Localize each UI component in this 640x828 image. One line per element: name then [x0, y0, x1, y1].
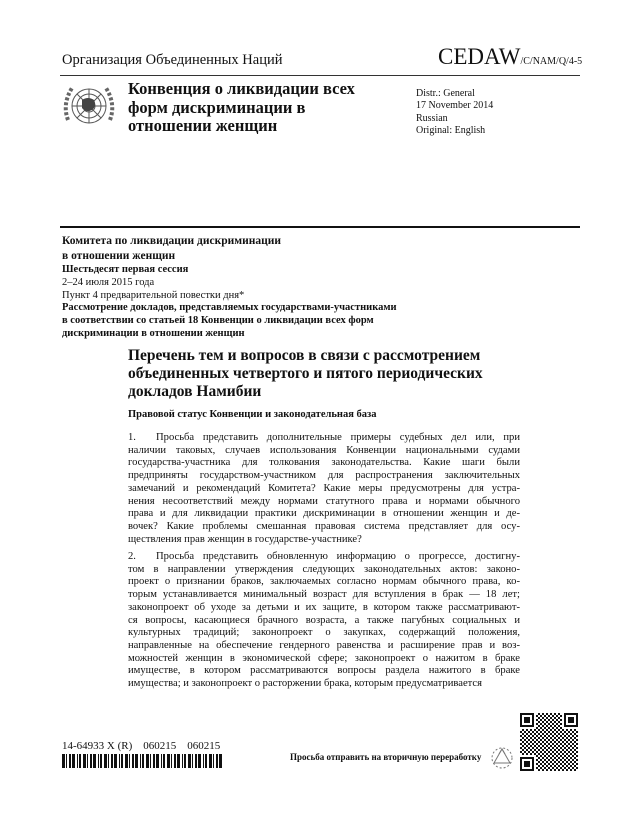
qr-code-icon [520, 712, 578, 772]
barcode-bar [79, 754, 81, 768]
session-dates: 2–24 июля 2015 года [62, 276, 155, 288]
barcode-bar [163, 754, 165, 768]
paragraph-line: торым устанавливается минимальный возраст для вступления в брак — 18 лет; [128, 589, 520, 601]
barcode-bar [209, 754, 212, 768]
paragraph-line: наличии таковых, случаев использования Конвенции национальными судами [128, 444, 520, 456]
agenda-title: в соответствии со статьей 18 Конвенции о ликвидации всех форм [62, 315, 374, 327]
title-line: форм дискриминации в [128, 97, 306, 117]
barcode-bar [174, 754, 176, 768]
barcode-bar [108, 754, 109, 768]
barcode-bar [98, 754, 99, 768]
barcode-bar [125, 754, 128, 768]
paragraph-line: замечаний и рекомендаций Комитета? Какие меры предусмотрены для устра- [128, 482, 520, 494]
barcode-bar [87, 754, 88, 768]
barcode-bar [111, 754, 113, 768]
barcode-bar [119, 754, 120, 768]
recycle-notice: Просьба отправить на вторичную переработку [290, 752, 482, 762]
barcode-bar [62, 754, 65, 768]
original-language: Original: English [416, 124, 486, 136]
date: 17 November 2014 [416, 100, 494, 112]
paragraph-line: имущества; и законопроект о расторжении брака, которым предусматривается [128, 678, 482, 690]
recycle-icon [490, 746, 514, 770]
title-line: отношении женщин [128, 116, 278, 135]
paragraph-number: 2. [128, 551, 136, 562]
title-line: Конвенция о ликвидации всех [128, 79, 355, 98]
barcode-bar [188, 754, 191, 768]
committee-name: Комитета по ликвидации дискриминации [62, 235, 281, 247]
paragraph-line: культурных традиций; законопроект о закупках, содержащий положения, [128, 627, 520, 639]
paragraph-line: ществления прав женщин в государстве-участнике? [128, 533, 362, 545]
barcode-bar [213, 754, 214, 768]
paragraph-line: проект о признании браков, заключаемых согласно нормам обычного права, ко- [128, 576, 520, 588]
section-divider [60, 226, 580, 228]
barcode-bar [203, 754, 204, 768]
symbol-main: CEDAW [438, 44, 521, 69]
barcode-bar [156, 754, 159, 768]
un-emblem-icon [62, 80, 116, 132]
paragraph-number: 1. [128, 432, 136, 443]
barcode-bar [140, 754, 141, 768]
barcode-bar [93, 754, 96, 768]
paragraph-line [128, 551, 520, 564]
paragraph-line: нения несоответствий между нормами статутного права и нормами обычного [128, 495, 520, 507]
paragraph-2 [128, 551, 520, 691]
barcode-bar [184, 754, 186, 768]
paragraph-line: предприняты государством-участником для распространения заключительных [128, 470, 520, 482]
committee-block [62, 234, 397, 341]
title-line: Перечень тем и вопросов в связи с рассмотрением [128, 347, 481, 364]
barcode-bar [195, 754, 197, 768]
barcode-bar [83, 754, 86, 768]
paragraph-line: том в направлении утверждения следующих законодательных актов: законо- [128, 563, 520, 575]
barcode-bar [104, 754, 107, 768]
barcode-icon [62, 754, 222, 768]
barcode-bar [66, 754, 67, 768]
barcode-bar [171, 754, 172, 768]
paragraph-line: направленные на обеспечение гендерного равенства и расширение прав и воз- [128, 639, 520, 651]
barcode-bar [205, 754, 207, 768]
paragraph-line: законопроект об уходе за детьми и их защите, в котором также рассматривают- [128, 601, 520, 613]
symbol-suffix: /C/NAM/Q/4-5 [520, 56, 583, 67]
barcode-bar [72, 754, 75, 768]
language: Russian [416, 112, 448, 124]
title-line: объединенных четвертого и пятого периодических [128, 365, 483, 382]
title-line: докладов Намибии [128, 383, 262, 400]
paragraph-1 [128, 432, 520, 546]
paragraph-line [128, 432, 520, 445]
barcode-bar [135, 754, 138, 768]
paragraph-line: вочек? Какие проблемы смешанная правовая система представляет для осу- [128, 520, 520, 532]
committee-name: в отношении женщин [62, 250, 176, 262]
barcode-bar [216, 754, 218, 768]
barcode-bar [182, 754, 183, 768]
session: Шестьдесят первая сессия [62, 264, 189, 275]
barcode-bar [161, 754, 162, 768]
header-divider [60, 75, 580, 76]
barcode-bar [146, 754, 149, 768]
paragraph-line: ся вопросы, касающиеся брачного возраста, а также пагубных социальных и [128, 614, 520, 626]
barcode-bar [219, 754, 222, 768]
agenda-title: дискриминации в отношении женщин [62, 327, 245, 339]
paragraph-line: можностей женщин в экономической сфере; законопроект о нажитом в браке [128, 652, 520, 664]
distribution-info [416, 88, 493, 137]
barcode-bar [153, 754, 155, 768]
distribution: Distr.: General [416, 88, 475, 99]
barcode-bar [167, 754, 170, 768]
document-symbol [438, 44, 582, 70]
barcode-bar [142, 754, 144, 768]
agenda-title: Рассмотрение докладов, представляемых государствами-участниками [62, 302, 397, 314]
barcode-bar [132, 754, 134, 768]
line-text: Просьба представить обновленную информацию о прогрессе, достигну- [156, 551, 520, 562]
barcode-bar [121, 754, 123, 768]
document-title [128, 347, 483, 401]
barcode-bar [198, 754, 201, 768]
paragraph-line: права и для ликвидации практики дискриминации в отношении женщин и де- [128, 508, 520, 520]
barcode-bar [114, 754, 117, 768]
line-text: Просьба представить дополнительные примеры судебных дел или, при [156, 432, 520, 443]
organization-name: Организация Объединенных Наций [62, 52, 283, 68]
barcode-bar [192, 754, 193, 768]
barcode-bar [129, 754, 130, 768]
convention-title [128, 80, 355, 136]
section-heading: Правовой статус Конвенции и законодательная база [128, 409, 377, 420]
paragraph-line: государства-участника для толкования законодательства. Какие шаги были [128, 457, 520, 469]
barcode-bar [69, 754, 71, 768]
barcode-bar [90, 754, 92, 768]
barcode-bar [100, 754, 102, 768]
job-number: 14-64933 X (R) 060215 060215 [62, 740, 221, 752]
barcode-bar [150, 754, 151, 768]
barcode-bar [77, 754, 78, 768]
paragraph-line: имуществе, в котором рассматриваются вопросы раздела нажитого в браке [128, 665, 520, 677]
barcode-bar [177, 754, 180, 768]
agenda-item: Пункт 4 предварительной повестки дня* [62, 289, 245, 301]
